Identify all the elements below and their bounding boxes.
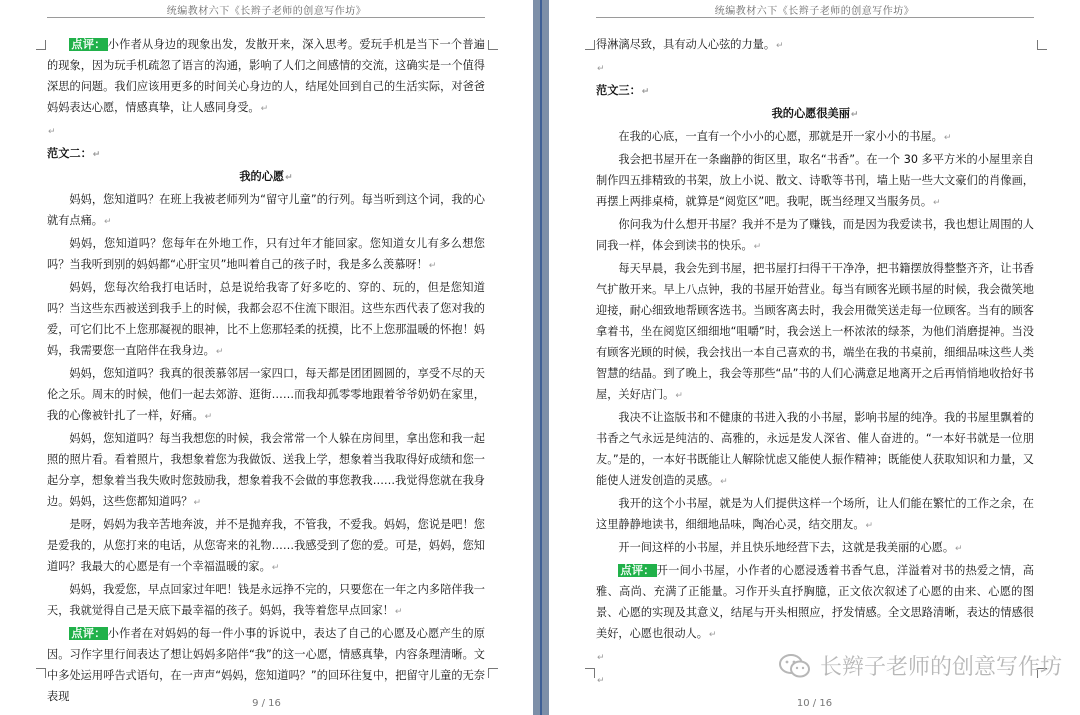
margin-corner-mark [1037,40,1047,50]
margin-corner-mark [36,40,46,50]
essay-label: 范文三：↵ [596,84,650,97]
document-page-9 [0,0,533,715]
empty-line: ↵ [597,653,605,663]
essay-paragraph: 妈妈，您知道吗？每当我想您的时候，我会常常一个人躲在房间里，拿出您和我一起照的照片看。看着照片，我想象着您为我做饭、送我上学，想象着当我取得好成绩和您一起分享，想象着当我失败时您鼓励我，想象着我不会做的事您教我……我觉得您就在我身边。妈妈，这些您都知道吗？↵ [47,432,485,508]
document-page-10 [549,0,1080,715]
essay-paragraph: 妈妈，您知道吗？在班上我被老师列为“留守儿童”的行列。每当听到这个词，我的心就有点痛。↵ [47,193,485,227]
essay-paragraph: 妈妈，您每次给我打电话时，总是说给我寄了好多吃的、穿的、玩的，但是您知道吗？当这些东西被送到我手上的时候，我都会忍不住流下眼泪。这些东西代表了您对我的爱，可它们比不上您那凝视的眼神，比不上您那轻柔的抚摸，比不上您那温暖的怀抱！妈妈，我需要您一直陪伴在我身边。↵ [47,281,485,357]
review-tag: 点评： [71,627,106,640]
essay-title: 我的心愿↵ [239,170,293,183]
empty-line [47,120,485,143]
watermark [778,650,1062,681]
page-body [47,34,485,707]
review-text: 小作者在对妈妈的每一件小事的诉说中，表达了自己的心愿及心愿产生的原因。习作字里行间表达了想让妈妈多陪伴“我”的这一心愿，情感真挚，内容条理清晰。文中多处运用呼告式语句，在一声声“妈妈，您知道吗？”的回环往复中，把留守儿童的无奈表现 [47,627,485,703]
essay-label: 范文二：↵ [47,147,101,160]
essay-paragraph: 我会把书屋开在一条幽静的街区里，取名“书香”。在一个 30 多平方米的小屋里亲自制作四五排精致的书架，放上小说、散文、诗歌等书刊，墙上贴一些大文豪们的肖像画，再摆上两排桌椅，就算是“阅览区”吧。我呢，既当经理又当服务员。↵ [596,153,1034,208]
margin-corner-mark [585,40,595,50]
empty-line: ↵ [597,676,605,686]
page-divider [540,0,542,715]
essay-paragraph: 妈妈，我爱您，早点回家过年吧！钱是永远挣不完的，只要您在一年之内多陪伴我一天，我就觉得自己是天底下最幸福的孩子。妈妈，我等着您早点回家！↵ [47,583,485,617]
essay-paragraph: 妈妈，您知道吗？我真的很羡慕邻居一家四口，每天都是团团圆圆的，享受不尽的天伦之乐。周末的时候，他们一起去郊游、逛街……而我却孤零零地跟着爷爷奶奶在家里，我的心像被针扎了一样，好痛。↵ [47,367,485,422]
wechat-icon [778,653,812,679]
empty-line: ↵ [597,64,605,74]
review-paragraph: 点评： 开一间小书屋，小作者的心愿浸透着书香气息，洋溢着对书的热爱之情，高雅、高尚、充满了正能量。习作开头直抒胸臆，正文依次叙述了心愿的由来、心愿的图景、心愿的实现及其意义，结尾与开头相照应，抒发情感。全文思路清晰，表达的情感很美好，心愿也很动人。↵ [596,564,1034,640]
page-header: 统编教材六下《长辫子老师的创意写作坊》 [166,6,367,17]
essay-paragraph: 你问我为什么想开书屋？我并不是为了赚钱，而是因为我爱读书，我也想让周围的人同我一样，体会到读书的快乐。↵ [596,218,1034,252]
margin-corner-mark [36,668,46,678]
margin-corner-mark [585,668,595,678]
header-rule [47,17,485,18]
essay-paragraph: 我开的这个小书屋，就是为人们提供这样一个场所，让人们能在繁忙的工作之余，在这里静静地读书，细细地品味，陶冶心灵，结交朋友。↵ [596,497,1034,531]
essay-paragraph: 每天早晨，我会先到书屋，把书屋打扫得干干净净，把书籍摆放得整整齐齐，让书香气扩散开来。早上八点钟，我的书屋开始营业。每当有顾客光顾书屋的时候，我会微笑地迎接，耐心细致地帮顾客选书。当顾客离去时，我会用微笑送走每一位顾客。当有的顾客拿着书，坐在阅览区细细地“咀嚼”时，我会送上一杯浓浓的绿茶，为他们消磨提神。当没有顾客光顾的时候，我会找出一本自己喜欢的书，端坐在我的书桌前，细细品味这些人类智慧的结晶。到了晚上，我会等那些“品”书的人们心满意足地离开之后再悄悄地收拾好书屋，关好店门。↵ [596,262,1034,401]
watermark-text: 长辫子老师的创意写作坊 [819,655,1062,680]
essay-paragraph: 开一间这样的小书屋，并且快乐地经营下去，这就是我美丽的心愿。↵ [618,541,963,554]
review-text: 小作者从身边的现象出发，发散开来，深入思考。爱玩手机是当下一个普遍的现象，因为玩手机疏忽了语言的沟通，影响了人们之间感情的交流，这确实是一个值得深思的问题。我们应该用更多的时间关心身边的人，结尾处回到自己的生活实际，对爸爸妈妈表达心愿，情感真挚，让人感同身受。 [47,38,485,114]
review-tag: 点评： [620,564,655,577]
margin-corner-mark [488,40,498,50]
essay-paragraph: 在我的心底，一直有一个小小的心愿，那就是开一家小小的书屋。↵ [618,130,952,143]
essay-paragraph: 是呀，妈妈为我辛苦地奔波，并不是抛弃我，不管我，不爱我。妈妈，您说是吧！您是爱我的，从您打来的电话，从您寄来的礼物……我感受到了您的爱。可是，妈妈，您知道吗？我最大的心愿是有一个幸福温暖的家。↵ [47,518,485,573]
margin-corner-mark [488,668,498,678]
paragraph-mark: ↵ [260,104,269,114]
page-number: 10 / 16 [796,698,833,709]
review-tag: 点评： [71,38,106,51]
essay-title: 我的心愿很美丽↵ [771,107,859,120]
page-number: 9 / 16 [252,698,281,709]
essay-paragraph: 我决不让盗版书和不健康的书进入我的小书屋，影响书屋的纯净。我的书屋里飘着的书香之气永远是纯洁的、高雅的，永远是发人深省、催人奋进的。“一本好书就是一位朋友。”是的，一本好书既能让人解除忧虑又能使人振作精神；既能使人获取知识和力量，又能使人迸发创造的灵感。↵ [596,411,1034,487]
review-paragraph [47,34,485,120]
continued-paragraph: 得淋漓尽致，具有动人心弦的力量。↵ [596,38,784,51]
paragraph-mark: ↵ [48,127,56,137]
page-header: 统编教材六下《长辫子老师的创意写作坊》 [714,6,915,17]
header-rule [596,17,1034,18]
review-text: 开一间小书屋，小作者的心愿浸透着书香气息，洋溢着对书的热爱之情，高雅、高尚、充满了正能量。习作开头直抒胸臆，正文依次叙述了心愿的由来、心愿的图景、心愿的实现及其意义，结尾与开头相照应，抒发情感。全文思路清晰，表达的情感很美好，心愿也很动人。 [596,564,1034,640]
page-body [596,34,1034,692]
review-paragraph [47,623,485,707]
essay-paragraph: 妈妈，您知道吗？您每年在外地工作，只有过年才能回家。您知道女儿有多么想您吗？当我听到别的妈妈都“心肝宝贝”地叫着自己的孩子时，我是多么羡慕呀！↵ [47,237,485,271]
